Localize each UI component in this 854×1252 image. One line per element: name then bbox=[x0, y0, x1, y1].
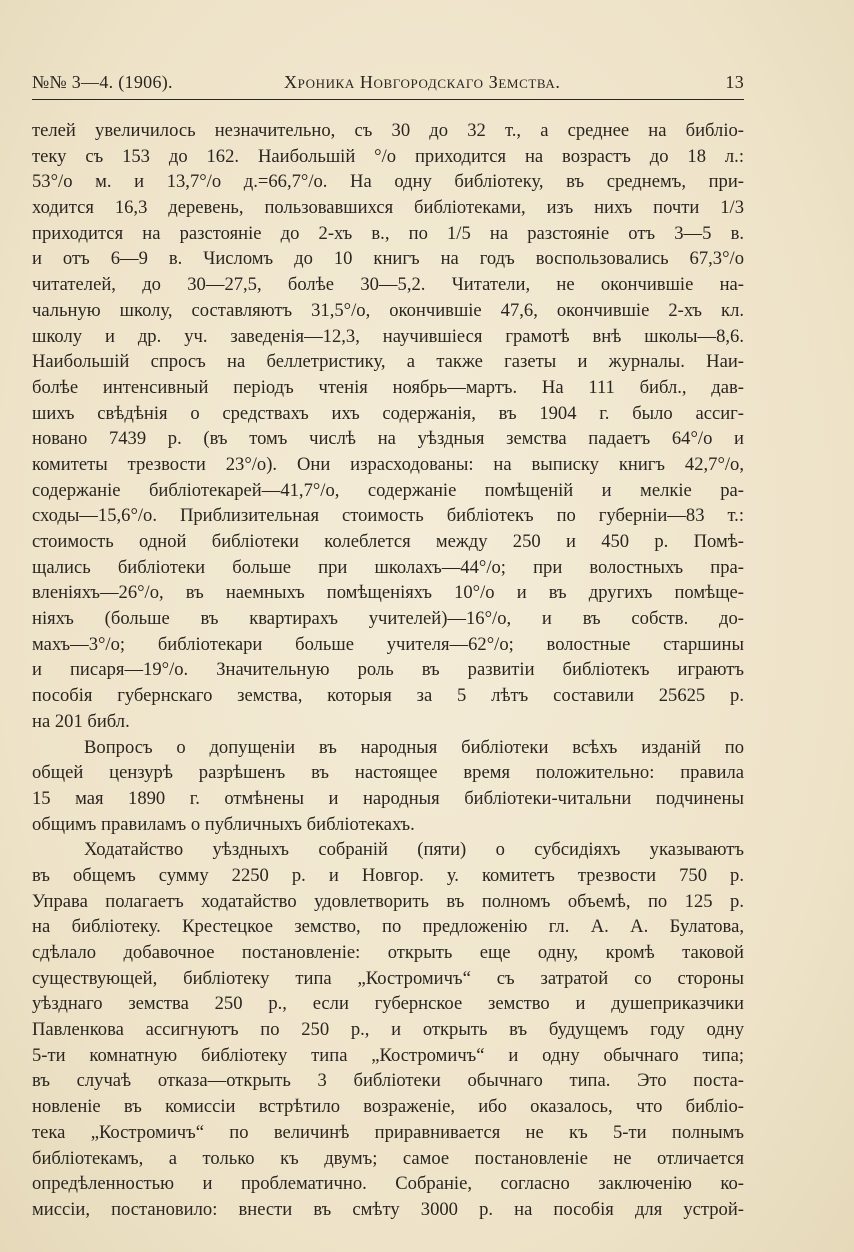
text-line: общимъ правиламъ о публичныхъ библіотекахъ. bbox=[32, 813, 415, 835]
text-line: комитеты трезвости 23°/o). Они израсходованы: на выписку книгъ 42,7°/o, bbox=[32, 453, 744, 475]
header-rule bbox=[32, 99, 744, 100]
issue-number: №№ 3—4. (1906). bbox=[32, 72, 173, 92]
text-line: Наибольшій спросъ на беллетристику, а также газеты и журналы. Наи- bbox=[32, 351, 744, 373]
text-line: опредѣленностью и проблематично. Собраніе, согласно заключенію ко- bbox=[32, 1173, 744, 1195]
body-text bbox=[32, 118, 744, 1223]
text-line: на 201 библ. bbox=[32, 710, 130, 732]
text-line: на библіотеку. Крестецкое земство, по предложенію гл. А. А. Булатова, bbox=[32, 916, 744, 938]
text-line: теку съ 153 до 162. Наибольшій °/o приходится на возрастъ до 18 л.: bbox=[32, 145, 744, 167]
text-line: Павленкова ассигнуютъ по 250 р., и открыть въ будущемъ году одну bbox=[32, 1019, 744, 1041]
text-line: тека „Костромичъ“ по величинѣ приравнивается не къ 5-ти полнымъ bbox=[32, 1121, 744, 1143]
text-line: уѣзднаго земства 250 р., если губернское земство и душеприказчики bbox=[32, 993, 744, 1015]
text-line: 15 мая 1890 г. отмѣнены и народныя библіотеки-читальни подчинены bbox=[32, 787, 744, 809]
text-line: шихъ свѣдѣнія о средствахъ ихъ содержанія, въ 1904 г. было ассиг- bbox=[32, 402, 744, 424]
paragraph bbox=[32, 118, 744, 735]
text-line: щались библіотеки больше при школахъ—44°/o; при волостныхъ пра- bbox=[32, 556, 744, 578]
text-line: 5-ти комнатную библіотеку типа „Костромичъ“ и одну обычнаго типа; bbox=[32, 1044, 744, 1066]
text-line: читателей, до 30—27,5, болѣе 30—5,2. Читатели, не окончившіе на- bbox=[32, 274, 744, 296]
text-line: въ общемъ сумму 2250 р. и Новгор. у. комитетъ трезвости 750 р. bbox=[32, 864, 744, 886]
text-line: телей увеличилось незначительно, съ 30 до 32 т., а среднее на библіо- bbox=[32, 120, 744, 141]
paragraph bbox=[32, 735, 744, 838]
text-line: сходы—15,6°/o. Приблизительная стоимость библіотекъ по губерніи—83 т.: bbox=[32, 505, 744, 527]
text-line: въ случаѣ отказа—открыть 3 библіотеки обычнаго типа. Это поста- bbox=[32, 1070, 744, 1092]
text-line: школу и др. уч. заведенія—12,3, научившіеся грамотѣ внѣ школы—8,6. bbox=[32, 325, 744, 347]
text-line: существующей, библіотеку типа „Костромичъ“ съ затратой со стороны bbox=[32, 967, 744, 989]
text-line: Вопросъ о допущеніи въ народныя библіотеки всѣхъ изданій по bbox=[84, 736, 744, 758]
running-header bbox=[32, 70, 744, 96]
text-line: новано 7439 р. (въ томъ числѣ на уѣздныя земства падаетъ 64°/o и bbox=[32, 428, 744, 450]
text-line: 53°/o м. и 13,7°/o д.=66,7°/o. На одну библіотеку, въ среднемъ, при- bbox=[32, 171, 744, 193]
text-line: и писаря—19°/o. Значительную роль въ развитіи библіотекъ играютъ bbox=[32, 659, 744, 681]
text-line: болѣе интенсивный періодъ чтенія ноябрь—мартъ. На 111 библ., дав- bbox=[32, 376, 744, 398]
text-line: и отъ 6—9 в. Числомъ до 10 книгъ на годъ воспользовались 67,3°/o bbox=[32, 248, 744, 270]
text-line: содержаніе библіотекарей—41,7°/o, содержаніе помѣщеній и мелкіе ра- bbox=[32, 479, 744, 501]
text-line: сдѣлало добавочное постановленіе: открыть еще одну, кромѣ таковой bbox=[32, 942, 744, 963]
text-line: Управа полагаетъ ходатайство удовлетворить въ полномъ объемѣ, по 125 р. bbox=[32, 890, 744, 912]
journal-title: Хроника Новгородскаго Земства. bbox=[284, 72, 561, 92]
text-line: стоимость одной библіотеки колеблется между 250 и 450 р. Помѣ- bbox=[32, 531, 744, 552]
text-line: приходится на разстояніе до 2-хъ в., по 1/5 на разстояніе отъ 3—5 в. bbox=[32, 222, 744, 244]
text-line: общей цензурѣ разрѣшенъ въ настоящее время положительно: правила bbox=[32, 762, 744, 784]
text-line: ходится 16,3 деревень, пользовавшихся библіотеками, изъ нихъ почти 1/3 bbox=[32, 197, 744, 219]
text-line: миссіи, постановило: внести въ смѣту 3000 р. на пособія для устрой- bbox=[32, 1198, 744, 1220]
text-line: Ходатайство уѣздныхъ собраній (пяти) о субсидіяхъ указываютъ bbox=[84, 839, 744, 861]
text-line: чальную школу, составляютъ 31,5°/o, окончившіе 47,6, окончившіе 2-хъ кл. bbox=[32, 299, 744, 321]
text-line: вленіяхъ—26°/o, въ наемныхъ помѣщеніяхъ 10°/o и въ другихъ помѣще- bbox=[32, 582, 744, 604]
text-line: новленіе въ комиссіи встрѣтило возраженіе, ибо оказалось, что библіо- bbox=[32, 1096, 744, 1118]
text-line: библіотекамъ, а только къ двумъ; самое постановленіе не отличается bbox=[32, 1147, 744, 1169]
text-line: махъ—3°/o; библіотекари больше учителя—62°/o; волостные старшины bbox=[32, 633, 744, 655]
text-line: пособія губернскаго земства, которыя за 5 лѣтъ составили 25625 р. bbox=[32, 685, 744, 707]
text-line: ніяхъ (больше въ квартирахъ учителей)—16°/o, и въ собств. до- bbox=[32, 608, 744, 630]
paragraph bbox=[32, 837, 744, 1222]
page-number: 13 bbox=[725, 72, 744, 92]
